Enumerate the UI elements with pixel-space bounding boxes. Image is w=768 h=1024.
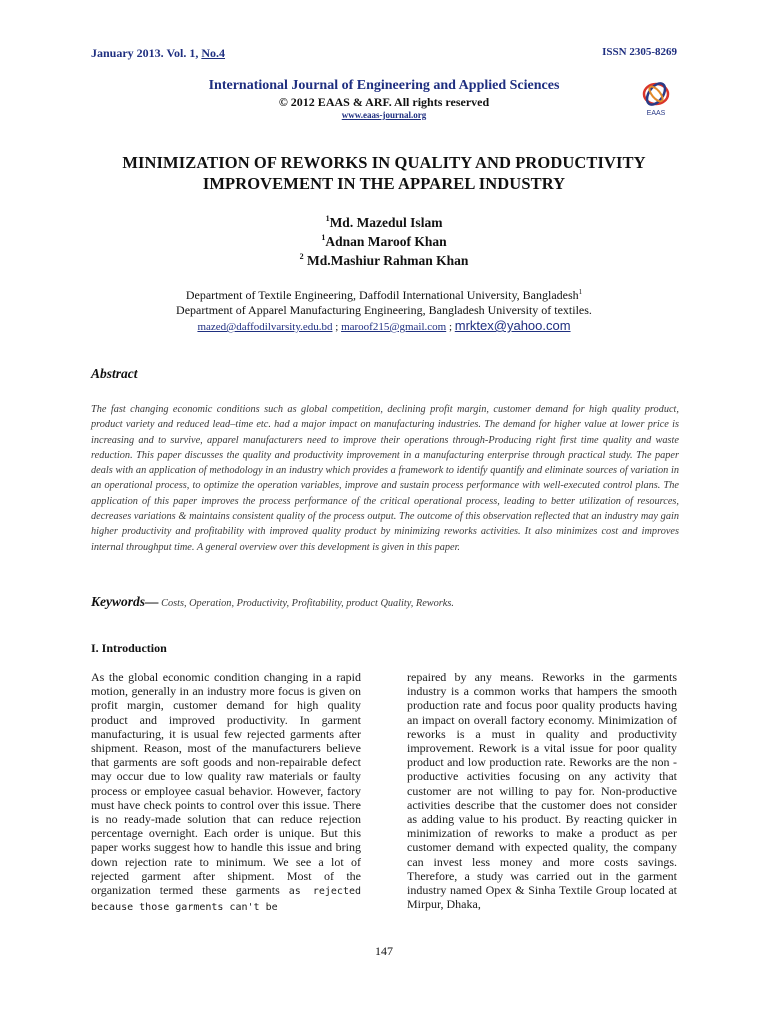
issue-info [91, 46, 225, 61]
keywords [91, 594, 454, 610]
affiliation-2: Department of Apparel Manufacturing Engineering, Bangladesh University of textiles. [176, 303, 592, 317]
journal-title: International Journal of Engineering and Applied Sciences [208, 78, 560, 93]
email-link-2[interactable]: maroof215@gmail.com [341, 321, 447, 333]
introduction-heading: I. Introduction [91, 641, 167, 655]
keywords-list: Costs, Operation, Productivity, Profitability, product Quality, Reworks. [158, 598, 454, 609]
logo-caption: EAAS [646, 110, 666, 117]
affiliation-1 [0, 288, 768, 303]
issn: ISSN 2305-8269 [602, 46, 677, 58]
keywords-dash: — [145, 594, 159, 609]
email-separator-2: ; [446, 321, 455, 333]
eaas-logo-icon [636, 78, 676, 124]
left-column-text: As the global economic condition changing in a rapid motion, generally in an industry more focus is given on profit margin, customer demand for high quality product and improved productivity. In garment manufacturing, it is usual few rejected garments after shipment. Reason, most of the manufacturers believe that garments are soft goods and non-repairable defect may occur due to low quality raw materials or faulty process or employee casual behavior. However, factory must have check points to control over this issue. There is no ready-made solution that can reduce rejection percentage overnight. Each order is unique. But this paper works suggest how to handle this issue and bring down rejection rate to minimum. We see a lot of rejected garment after shipment. Most of the organization termed these garments [91, 670, 361, 898]
author-1-name: Md. Mazedul Islam [329, 215, 443, 230]
keywords-label: Keywords [91, 594, 145, 609]
author-emails [0, 318, 768, 333]
abstract-body: The fast changing economic conditions such as global competition, declining profit margin, customer demand for high quality product, product variety and reduced lead–time etc. had a major impact on manufacturing industries. The demand for higher value at lower price is increasing and to survive, apparel manufacturers need to improve their operations through-Producing right first time quality and waste reduction. This paper discusses the quality and productivity improvement in a manufacturing enterprise through practical study. The paper deals with an application of methodology in an industry which provides a framework to identify quantify and eliminate sources of variation in an operational process, to optimize the operation variables, improve and sustain process performance with well-executed control plans. The application of this paper improves the process performance of the critical operational process, leading to better utilization of resources, decreases variations & maintains consistent quality of the process output. The outcome of this observation reflected that an industry may gain higher productivity and profitability with improved quality product by minimizing reworks activities. It also minimizes cost and improves internal throughput time. A general overview over this development is given in this paper. [91, 404, 679, 553]
author-2-sup: 1 [321, 233, 326, 242]
author-2 [0, 233, 768, 250]
copyright-notice: © 2012 EAAS & ARF. All rights reserved [278, 95, 490, 109]
author-3-sup: 2 [299, 252, 304, 261]
email-separator-1: ; [332, 321, 342, 333]
author-3 [0, 252, 768, 269]
issue-number-link[interactable]: No.4 [201, 46, 226, 60]
journal-website-link[interactable]: www.eaas-journal.org [341, 110, 427, 120]
abstract-heading: Abstract [91, 366, 138, 381]
paper-title [80, 152, 688, 194]
author-2-name: Adnan Maroof Khan [325, 234, 447, 249]
left-column-tail: as rejected because those garments can't be [91, 886, 362, 914]
author-1-sup: 1 [325, 214, 330, 223]
introduction-left-column [91, 670, 361, 915]
author-1 [0, 214, 768, 231]
issue-prefix: January 2013. Vol. 1, [91, 46, 202, 60]
paper-title-line-2: IMPROVEMENT IN THE APPAREL INDUSTRY [202, 174, 566, 193]
introduction-right-column: repaired by any means. Reworks in the garments industry is a common works that hampers the smooth production rate and focus poor quality products having an impact on overall factory economy. Minimization of reworks is a must in quality and productivity improvement. Rework is a vital issue for poor quality product and low production rate. Reworks are the non -productive activities focusing on any activity that customer are not willing to pay for. Non-productive activities describe that the customer does not consider as adding value to his product. By reacting quicker in minimization of reworks to make a product as per customer demand with expected quality, the company can invest less money and more costs savings. Therefore, a study was carried out in the garment industry named Opex & Sinha Textile Group located at Mirpur, Dhaka, [407, 670, 677, 912]
paper-title-line-1: MINIMIZATION OF REWORKS IN QUALITY AND PRODUCTIVITY [122, 153, 646, 172]
affiliation-1-text: Department of Textile Engineering, Daffodil International University, Bangladesh [185, 288, 579, 302]
email-link-1[interactable]: mazed@daffodilvarsity.edu.bd [197, 321, 333, 333]
email-link-3[interactable]: mrktex@yahoo.com [454, 318, 571, 333]
affiliation-1-sup: 1 [578, 288, 583, 296]
author-3-name: Md.Mashiur Rahman Khan [303, 253, 469, 268]
page-number: 147 [375, 944, 393, 958]
